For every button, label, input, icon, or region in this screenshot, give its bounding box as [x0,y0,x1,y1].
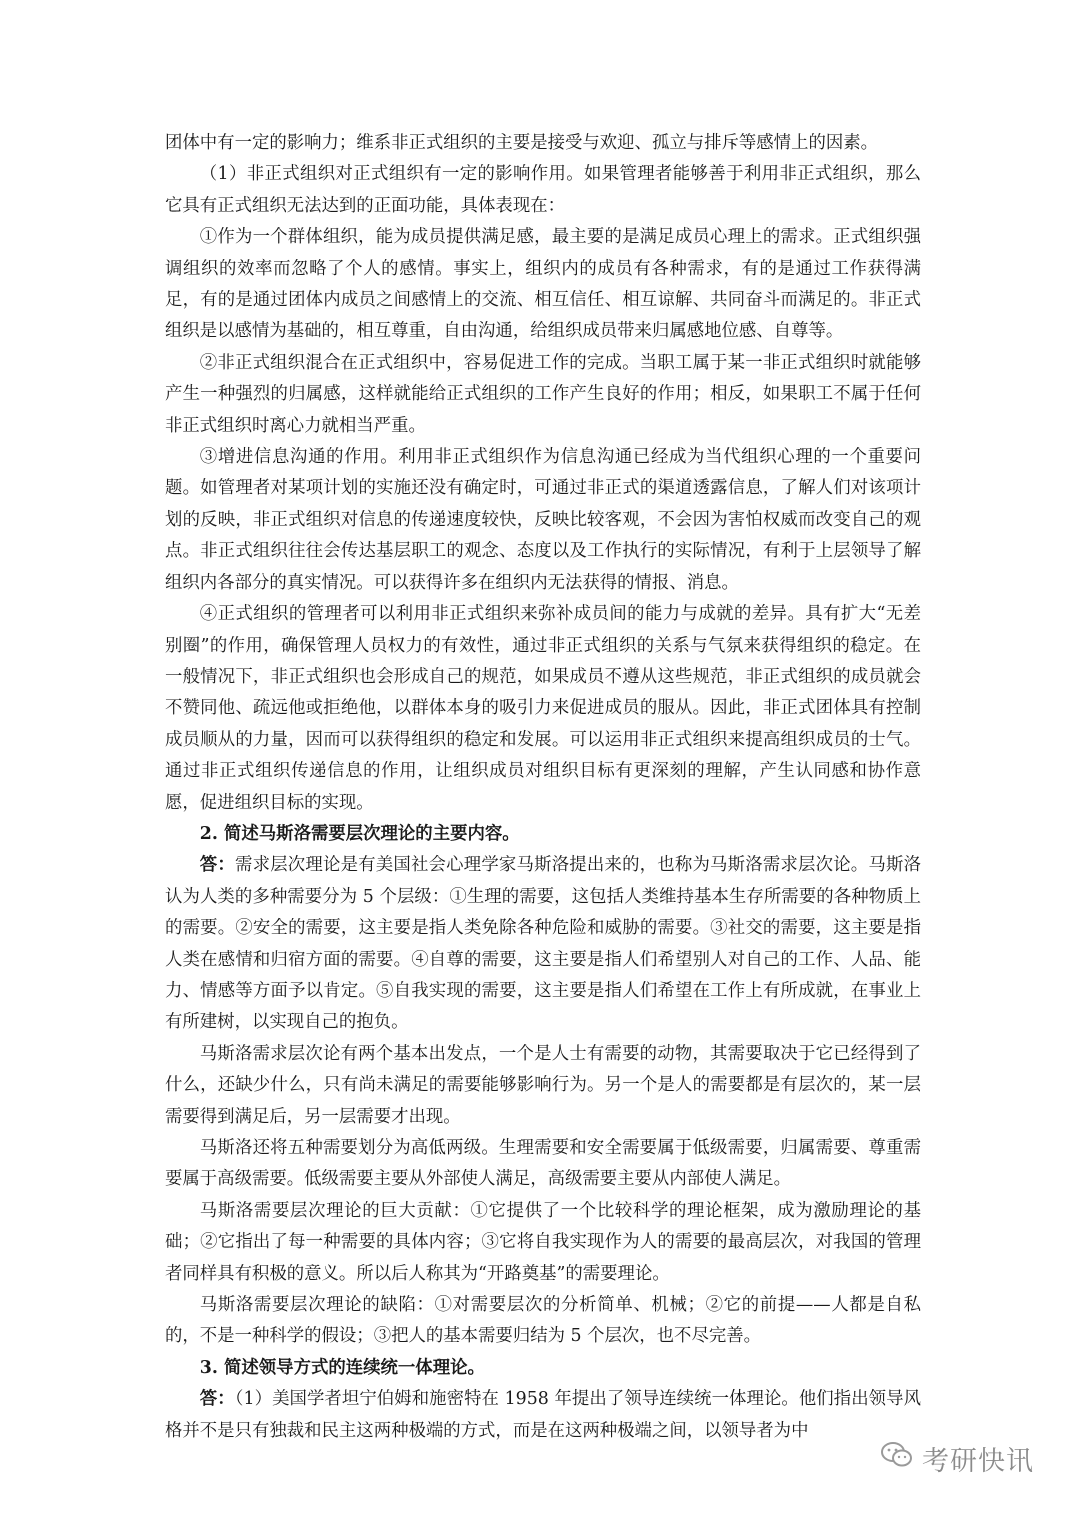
answer-2-paragraph [165,850,921,1038]
question-3-heading: 3. 简述领导方式的连续统一体理论。 [199,1357,485,1378]
answer-label: 答： [199,855,235,876]
answer-3-text: （1）美国学者坦宁伯姆和施密特在 1958 年提出了领导连续统一体理论。他们指出领导风格并不是只有独裁和民主这两种极端的方式，而是在这两种极端之间，以领导者为中 [165,1389,921,1441]
paragraph-maslow-contribution: 马斯洛需要层次理论的巨大贡献：①它提供了一个比较科学的理论框架，成为激励理论的基础；②它指出了每一种需要的具体内容；③它将自我实现作为人的需要的最高层次，对我国的管理者同样具有积极的意义。所以后人称其为“开路奠基”的需要理论。 [165,1200,921,1284]
wechat-icon [880,1440,922,1477]
paragraph-maslow-defects: 马斯洛需要层次理论的缺陷：①对需要层次的分析简单、机械；②它的前提——人都是自私的，不是一种科学的假设；③把人的基本需要归结为 5 个层次，也不尽完善。 [165,1295,921,1347]
paragraph-maslow-premises: 马斯洛需求层次论有两个基本出发点，一个是人士有需要的动物，其需要取决于它已经得到了什么，还缺少什么，只有尚未满足的需要能够影响行为。另一个是人的需要都是有层次的，某一层需要得到满足后，另一层需要才出现。 [165,1043,921,1127]
watermark [880,1439,1034,1478]
paragraph-point-2: ②非正式组织混合在正式组织中，容易促进工作的完成。当职工属于某一非正式组织时就能够产生一种强烈的归属感，这样就能给正式组织的工作产生良好的作用；相反，如果职工不属于任何非正式组织时离心力就相当严重。 [165,352,921,436]
paragraph-informal-org-effect: （1）非正式组织对正式组织有一定的影响作用。如果管理者能够善于利用非正式组织，那么它具有正式组织无法达到的正面功能，具体表现在： [165,164,921,216]
answer-3-paragraph [165,1384,921,1447]
paragraph-point-4: ④正式组织的管理者可以利用非正式组织来弥补成员间的能力与成就的差异。具有扩大“无差别圈”的作用，确保管理人员权力的有效性，通过非正式组织的关系与气氛来获得组织的稳定。在一般情况下，非正式组织也会形成自己的规范，如果成员不遵从这些规范，非正式组织的成员就会不赞同他、疏远他或拒绝他，以群体本身的吸引力来促进成员的服从。因此，非正式团体具有控制成员顺从的力量，因而可以获得组织的稳定和发展。可以运用非正式组织来提高组织成员的士气。通过非正式组织传递信息的作用，让组织成员对组织目标有更深刻的理解，产生认同感和协作意愿，促进组织目标的实现。 [165,604,921,813]
paragraph-continuation: 团体中有一定的影响力；维系非正式组织的主要是接受与欢迎、孤立与排斥等感情上的因素。 [165,133,879,153]
answer-label: 答： [199,1389,235,1410]
paragraph-maslow-levels: 马斯洛还将五种需要划分为高低两级。生理需要和安全需要属于低级需要，归属需要、尊重需要属于高级需要。低级需要主要从外部使人满足，高级需要主要从内部使人满足。 [165,1138,921,1190]
paragraph-point-3: ③增进信息沟通的作用。利用非正式组织作为信息沟通已经成为当代组织心理的一个重要问题。如管理者对某项计划的实施还没有确定时，可通过非正式的渠道透露信息，了解人们对该项计划的反映，非正式组织对信息的传递速度较快，反映比较客观，不会因为害怕权威而改变自己的观点。非正式组织往往会传达基层职工的观念、态度以及工作执行的实际情况，有利于上层领导了解组织内各部分的真实情况。可以获得许多在组织内无法获得的情报、消息。 [165,447,921,593]
question-2-heading: 2. 简述马斯洛需要层次理论的主要内容。 [199,823,520,844]
watermark-text: 考研快讯 [922,1446,1034,1477]
answer-2-text: 需求层次理论是有美国社会心理学家马斯洛提出来的，也称为马斯洛需求层次论。马斯洛认为人类的多种需要分为 5 个层级：①生理的需要，这包括人类维持基本生存所需要的各种物质上的需要。②安全的需要，这主要是指人类免除各种危险和威胁的需要。③社交的需要，这主要是指人类在感情和归宿方面的需要。④自尊的需要，这主要是指人们希望别人对自己的工作、人品、能力、情感等方面予以肯定。⑤自我实现的需要，这主要是指人们希望在工作上有所成就，在事业上有所建树，以实现自己的抱负。 [165,855,921,1033]
paragraph-point-1: ①作为一个群体组织，能为成员提供满足感，最主要的是满足成员心理上的需求。正式组织强调组织的效率而忽略了个人的感情。事实上，组织内的成员有各种需求，有的是通过工作获得满足，有的是通过团体内成员之间感情上的交流、相互信任、相互谅解、共同奋斗而满足的。非正式组织是以感情为基础的，相互尊重，自由沟通，给组织成员带来归属感地位感、自尊等。 [165,227,921,342]
document-body [165,128,921,1447]
